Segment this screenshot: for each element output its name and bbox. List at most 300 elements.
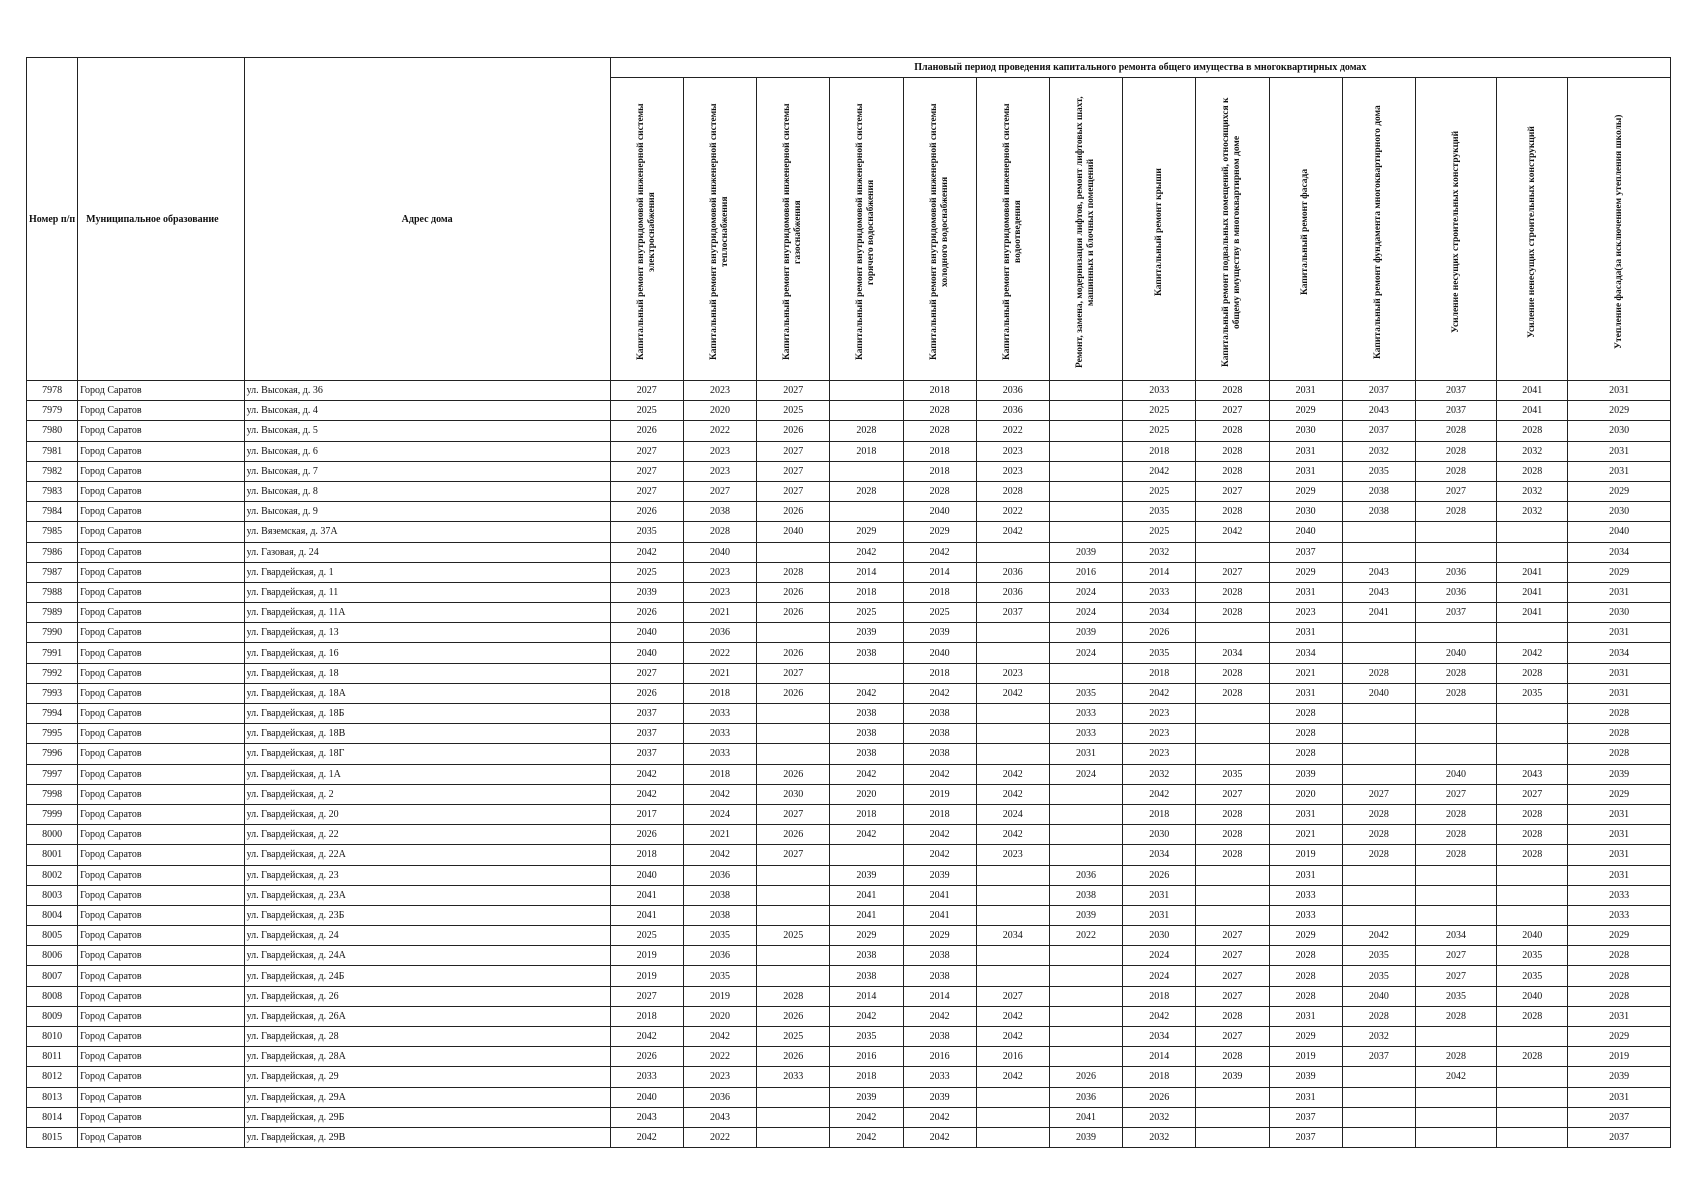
table-row: [27, 381, 1671, 401]
year-cell: 2041: [830, 885, 903, 905]
year-cell: 2020: [683, 1006, 756, 1026]
year-cell: 2027: [757, 481, 830, 501]
year-cell: 2027: [1415, 946, 1496, 966]
year-cell: 2027: [1196, 926, 1269, 946]
row-number: 8001: [27, 845, 78, 865]
year-cell: 2028: [1342, 825, 1415, 845]
row-number: 8014: [27, 1107, 78, 1127]
year-cell: 2020: [683, 401, 756, 421]
header-work-13: [1497, 78, 1568, 381]
row-address: ул. Высокая, д. 6: [244, 441, 610, 461]
year-cell: [1049, 663, 1122, 683]
year-cell: 2030: [1568, 502, 1671, 522]
year-cell: 2031: [1568, 441, 1671, 461]
year-cell: 2038: [683, 905, 756, 925]
row-municipality: Город Саратов: [78, 1107, 244, 1127]
year-cell: 2022: [683, 421, 756, 441]
row-municipality: Город Саратов: [78, 623, 244, 643]
year-cell: [976, 1087, 1049, 1107]
row-address: ул. Гвардейская, д. 29А: [244, 1087, 610, 1107]
year-cell: 2027: [1196, 1027, 1269, 1047]
year-cell: 2028: [830, 481, 903, 501]
year-cell: 2038: [1049, 885, 1122, 905]
year-cell: [1049, 845, 1122, 865]
year-cell: 2041: [903, 885, 976, 905]
year-cell: [976, 542, 1049, 562]
year-cell: 2019: [1568, 1047, 1671, 1067]
row-municipality: Город Саратов: [78, 502, 244, 522]
header-work-5: [903, 78, 976, 381]
year-cell: 2028: [1497, 804, 1568, 824]
year-cell: 2039: [1196, 1067, 1269, 1087]
year-cell: 2030: [1123, 926, 1196, 946]
year-cell: 2042: [830, 825, 903, 845]
table-row: [27, 562, 1671, 582]
year-cell: 2037: [1415, 401, 1496, 421]
year-cell: 2042: [610, 784, 683, 804]
year-cell: 2042: [610, 1127, 683, 1147]
row-number: 7993: [27, 683, 78, 703]
year-cell: [1196, 744, 1269, 764]
header-work-label: Капитальный ремонт фасада: [1300, 168, 1311, 296]
year-cell: 2033: [1123, 582, 1196, 602]
year-cell: 2026: [757, 582, 830, 602]
year-cell: 2040: [610, 643, 683, 663]
capital-repair-schedule-table: [26, 57, 1671, 1148]
table-row: [27, 764, 1671, 784]
row-number: 7987: [27, 562, 78, 582]
year-cell: 2029: [1269, 1027, 1342, 1047]
year-cell: [1049, 502, 1122, 522]
year-cell: 2039: [610, 582, 683, 602]
year-cell: 2018: [683, 683, 756, 703]
year-cell: 2028: [1196, 603, 1269, 623]
year-cell: 2040: [1342, 986, 1415, 1006]
year-cell: [1415, 1027, 1496, 1047]
year-cell: 2036: [1415, 582, 1496, 602]
row-number: 8007: [27, 966, 78, 986]
table-row: [27, 542, 1671, 562]
year-cell: 2042: [903, 764, 976, 784]
row-address: ул. Гвардейская, д. 18Б: [244, 704, 610, 724]
year-cell: 2036: [1049, 1087, 1122, 1107]
year-cell: [1049, 461, 1122, 481]
year-cell: 2038: [683, 502, 756, 522]
year-cell: 2042: [976, 522, 1049, 542]
row-municipality: Город Саратов: [78, 1087, 244, 1107]
year-cell: 2036: [683, 946, 756, 966]
year-cell: [976, 885, 1049, 905]
year-cell: [1497, 542, 1568, 562]
header-work-8: [1123, 78, 1196, 381]
year-cell: 2041: [830, 905, 903, 925]
year-cell: 2038: [830, 966, 903, 986]
year-cell: 2042: [903, 1107, 976, 1127]
year-cell: 2042: [830, 764, 903, 784]
header-work-label: Капитальный ремонт подвальных помещений, относящихся к общему имуществу в многоквартирном доме: [1221, 97, 1243, 367]
year-cell: [830, 663, 903, 683]
year-cell: 2042: [683, 1027, 756, 1047]
year-cell: 2024: [1049, 603, 1122, 623]
year-cell: 2028: [1342, 845, 1415, 865]
year-cell: 2023: [976, 663, 1049, 683]
year-cell: 2030: [1269, 502, 1342, 522]
year-cell: 2030: [757, 784, 830, 804]
year-cell: 2023: [1123, 704, 1196, 724]
row-municipality: Город Саратов: [78, 481, 244, 501]
year-cell: 2038: [830, 643, 903, 663]
year-cell: 2040: [1568, 522, 1671, 542]
table-row: [27, 926, 1671, 946]
row-municipality: Город Саратов: [78, 421, 244, 441]
year-cell: 2042: [976, 784, 1049, 804]
year-cell: 2031: [1269, 441, 1342, 461]
year-cell: [757, 1107, 830, 1127]
year-cell: 2038: [830, 744, 903, 764]
table-row: [27, 1047, 1671, 1067]
year-cell: [1342, 704, 1415, 724]
year-cell: 2027: [610, 461, 683, 481]
row-municipality: Город Саратов: [78, 603, 244, 623]
year-cell: [1415, 905, 1496, 925]
year-cell: 2022: [976, 502, 1049, 522]
year-cell: [757, 885, 830, 905]
year-cell: 2038: [903, 704, 976, 724]
year-cell: [1415, 744, 1496, 764]
year-cell: [1049, 441, 1122, 461]
year-cell: 2039: [830, 1087, 903, 1107]
year-cell: 2028: [1415, 845, 1496, 865]
row-address: ул. Гвардейская, д. 16: [244, 643, 610, 663]
year-cell: 2039: [830, 623, 903, 643]
year-cell: 2022: [976, 421, 1049, 441]
year-cell: 2039: [1269, 764, 1342, 784]
row-address: ул. Гвардейская, д. 24Б: [244, 966, 610, 986]
year-cell: [976, 865, 1049, 885]
row-municipality: Город Саратов: [78, 926, 244, 946]
year-cell: 2023: [683, 1067, 756, 1087]
year-cell: 2042: [903, 825, 976, 845]
year-cell: 2034: [1415, 926, 1496, 946]
year-cell: 2025: [610, 562, 683, 582]
year-cell: 2042: [976, 1027, 1049, 1047]
year-cell: 2042: [1123, 461, 1196, 481]
year-cell: [1342, 1067, 1415, 1087]
year-cell: 2026: [1123, 1087, 1196, 1107]
year-cell: 2033: [1269, 905, 1342, 925]
year-cell: 2038: [903, 946, 976, 966]
year-cell: [1196, 704, 1269, 724]
year-cell: 2037: [976, 603, 1049, 623]
year-cell: 2026: [610, 603, 683, 623]
year-cell: 2035: [683, 966, 756, 986]
year-cell: [1049, 966, 1122, 986]
year-cell: 2042: [830, 683, 903, 703]
year-cell: 2025: [610, 926, 683, 946]
year-cell: 2028: [903, 401, 976, 421]
year-cell: 2033: [610, 1067, 683, 1087]
year-cell: 2026: [610, 502, 683, 522]
table-row: [27, 502, 1671, 522]
row-address: ул. Гвардейская, д. 23Б: [244, 905, 610, 925]
year-cell: 2027: [1497, 784, 1568, 804]
year-cell: 2027: [757, 663, 830, 683]
year-cell: 2040: [1342, 683, 1415, 703]
row-municipality: Город Саратов: [78, 441, 244, 461]
year-cell: 2031: [1269, 461, 1342, 481]
year-cell: [1415, 885, 1496, 905]
year-cell: [976, 623, 1049, 643]
year-cell: 2042: [1123, 784, 1196, 804]
year-cell: 2018: [903, 663, 976, 683]
year-cell: 2032: [1123, 764, 1196, 784]
year-cell: 2019: [1269, 1047, 1342, 1067]
year-cell: 2027: [1415, 481, 1496, 501]
year-cell: 2019: [610, 966, 683, 986]
year-cell: 2028: [976, 481, 1049, 501]
year-cell: 2037: [1568, 1127, 1671, 1147]
year-cell: 2042: [1196, 522, 1269, 542]
year-cell: [1415, 1127, 1496, 1147]
year-cell: [976, 724, 1049, 744]
row-municipality: Город Саратов: [78, 401, 244, 421]
year-cell: 2028: [757, 562, 830, 582]
year-cell: 2027: [976, 986, 1049, 1006]
row-municipality: Город Саратов: [78, 522, 244, 542]
year-cell: 2042: [683, 845, 756, 865]
year-cell: [1415, 1107, 1496, 1127]
year-cell: 2018: [830, 1067, 903, 1087]
row-municipality: Город Саратов: [78, 966, 244, 986]
year-cell: [976, 966, 1049, 986]
year-cell: 2027: [1196, 562, 1269, 582]
year-cell: 2028: [1196, 825, 1269, 845]
year-cell: 2042: [976, 1067, 1049, 1087]
row-number: 8010: [27, 1027, 78, 1047]
year-cell: 2018: [610, 1006, 683, 1026]
year-cell: 2028: [1568, 966, 1671, 986]
year-cell: 2024: [1049, 643, 1122, 663]
year-cell: 2028: [1269, 986, 1342, 1006]
year-cell: [1497, 623, 1568, 643]
row-number: 7999: [27, 804, 78, 824]
year-cell: 2037: [1415, 381, 1496, 401]
year-cell: [757, 623, 830, 643]
year-cell: 2023: [1269, 603, 1342, 623]
year-cell: 2014: [830, 562, 903, 582]
row-number: 7978: [27, 381, 78, 401]
year-cell: [1342, 623, 1415, 643]
year-cell: 2039: [1568, 1067, 1671, 1087]
year-cell: [830, 381, 903, 401]
row-address: ул. Высокая, д. 36: [244, 381, 610, 401]
year-cell: 2037: [1342, 1047, 1415, 1067]
year-cell: [1497, 724, 1568, 744]
year-cell: 2038: [830, 724, 903, 744]
year-cell: 2042: [976, 683, 1049, 703]
year-cell: 2040: [1269, 522, 1342, 542]
row-number: 7990: [27, 623, 78, 643]
year-cell: 2027: [1342, 784, 1415, 804]
year-cell: 2028: [1497, 845, 1568, 865]
row-municipality: Город Саратов: [78, 1127, 244, 1147]
year-cell: 2039: [903, 865, 976, 885]
year-cell: 2035: [1415, 986, 1496, 1006]
year-cell: 2037: [610, 744, 683, 764]
year-cell: [757, 1127, 830, 1147]
year-cell: [1415, 1087, 1496, 1107]
year-cell: 2042: [830, 1107, 903, 1127]
year-cell: 2024: [1049, 764, 1122, 784]
year-cell: [1497, 885, 1568, 905]
year-cell: 2042: [903, 683, 976, 703]
year-cell: 2028: [1497, 825, 1568, 845]
year-cell: 2023: [683, 461, 756, 481]
year-cell: [1049, 1027, 1122, 1047]
year-cell: [1342, 905, 1415, 925]
year-cell: [1415, 704, 1496, 724]
year-cell: 2029: [1269, 562, 1342, 582]
year-cell: [1415, 724, 1496, 744]
year-cell: 2027: [1196, 481, 1269, 501]
year-cell: 2023: [1123, 744, 1196, 764]
year-cell: 2026: [757, 643, 830, 663]
year-cell: 2021: [683, 825, 756, 845]
row-address: ул. Гвардейская, д. 29Б: [244, 1107, 610, 1127]
row-address: ул. Гвардейская, д. 18: [244, 663, 610, 683]
year-cell: 2029: [1568, 784, 1671, 804]
year-cell: 2039: [1568, 764, 1671, 784]
year-cell: 2030: [1123, 825, 1196, 845]
year-cell: 2031: [1269, 804, 1342, 824]
year-cell: 2027: [1415, 966, 1496, 986]
year-cell: 2028: [1269, 966, 1342, 986]
header-work-label: Капитальный ремонт внутридомовой инженерной системы теплоснабжения: [708, 103, 730, 361]
year-cell: 2031: [1568, 845, 1671, 865]
row-number: 7988: [27, 582, 78, 602]
year-cell: 2028: [1568, 744, 1671, 764]
year-cell: 2020: [830, 784, 903, 804]
year-cell: 2039: [830, 865, 903, 885]
row-address: ул. Гвардейская, д. 22: [244, 825, 610, 845]
year-cell: 2042: [903, 845, 976, 865]
year-cell: 2029: [830, 926, 903, 946]
year-cell: 2035: [683, 926, 756, 946]
year-cell: [1196, 885, 1269, 905]
year-cell: 2033: [1123, 381, 1196, 401]
year-cell: 2036: [1415, 562, 1496, 582]
year-cell: 2031: [1269, 582, 1342, 602]
table-row: [27, 401, 1671, 421]
row-address: ул. Высокая, д. 5: [244, 421, 610, 441]
year-cell: 2023: [683, 381, 756, 401]
year-cell: 2042: [903, 542, 976, 562]
table-row: [27, 1087, 1671, 1107]
year-cell: 2031: [1568, 582, 1671, 602]
year-cell: 2028: [903, 421, 976, 441]
year-cell: 2026: [1123, 623, 1196, 643]
year-cell: 2036: [683, 865, 756, 885]
row-municipality: Город Саратов: [78, 744, 244, 764]
row-municipality: Город Саратов: [78, 683, 244, 703]
year-cell: 2026: [757, 825, 830, 845]
year-cell: 2031: [1568, 381, 1671, 401]
table-row: [27, 724, 1671, 744]
year-cell: 2030: [1568, 603, 1671, 623]
header-work-2: [683, 78, 756, 381]
header-work-14: [1568, 78, 1671, 381]
table-row: [27, 683, 1671, 703]
year-cell: [757, 724, 830, 744]
year-cell: 2039: [1049, 542, 1122, 562]
year-cell: [757, 946, 830, 966]
year-cell: 2034: [1196, 643, 1269, 663]
year-cell: 2023: [1123, 724, 1196, 744]
year-cell: [1497, 522, 1568, 542]
year-cell: [976, 704, 1049, 724]
row-address: ул. Гвардейская, д. 26А: [244, 1006, 610, 1026]
year-cell: 2039: [1049, 1127, 1122, 1147]
year-cell: 2021: [683, 663, 756, 683]
row-municipality: Город Саратов: [78, 461, 244, 481]
year-cell: 2033: [1269, 885, 1342, 905]
year-cell: 2027: [757, 804, 830, 824]
row-municipality: Город Саратов: [78, 1006, 244, 1026]
row-number: 7992: [27, 663, 78, 683]
row-address: ул. Гвардейская, д. 24А: [244, 946, 610, 966]
year-cell: 2025: [1123, 421, 1196, 441]
year-cell: 2018: [1123, 986, 1196, 1006]
row-number: 8013: [27, 1087, 78, 1107]
row-number: 8004: [27, 905, 78, 925]
year-cell: 2018: [1123, 441, 1196, 461]
year-cell: 2028: [1196, 582, 1269, 602]
year-cell: [830, 502, 903, 522]
year-cell: 2031: [1568, 804, 1671, 824]
year-cell: 2018: [903, 441, 976, 461]
year-cell: 2031: [1123, 885, 1196, 905]
year-cell: 2028: [1196, 461, 1269, 481]
year-cell: 2024: [976, 804, 1049, 824]
year-cell: 2023: [683, 441, 756, 461]
year-cell: 2031: [1123, 905, 1196, 925]
year-cell: 2031: [1568, 623, 1671, 643]
year-cell: 2018: [903, 461, 976, 481]
year-cell: 2037: [1269, 542, 1342, 562]
year-cell: 2033: [1568, 885, 1671, 905]
year-cell: [1049, 1006, 1122, 1026]
table-row: [27, 1107, 1671, 1127]
year-cell: 2035: [1123, 502, 1196, 522]
year-cell: 2034: [1269, 643, 1342, 663]
year-cell: [1196, 1107, 1269, 1127]
year-cell: [757, 542, 830, 562]
year-cell: 2036: [683, 623, 756, 643]
year-cell: 2017: [610, 804, 683, 824]
table-row: [27, 986, 1671, 1006]
row-municipality: Город Саратов: [78, 885, 244, 905]
year-cell: 2028: [1415, 502, 1496, 522]
header-work-label: Усиление ненесущих строительных конструкций: [1526, 126, 1537, 338]
table-row: [27, 804, 1671, 824]
year-cell: [757, 744, 830, 764]
row-municipality: Город Саратов: [78, 865, 244, 885]
year-cell: 2027: [610, 986, 683, 1006]
year-cell: 2019: [610, 946, 683, 966]
year-cell: 2029: [1568, 481, 1671, 501]
year-cell: 2031: [1269, 623, 1342, 643]
year-cell: 2031: [1269, 865, 1342, 885]
